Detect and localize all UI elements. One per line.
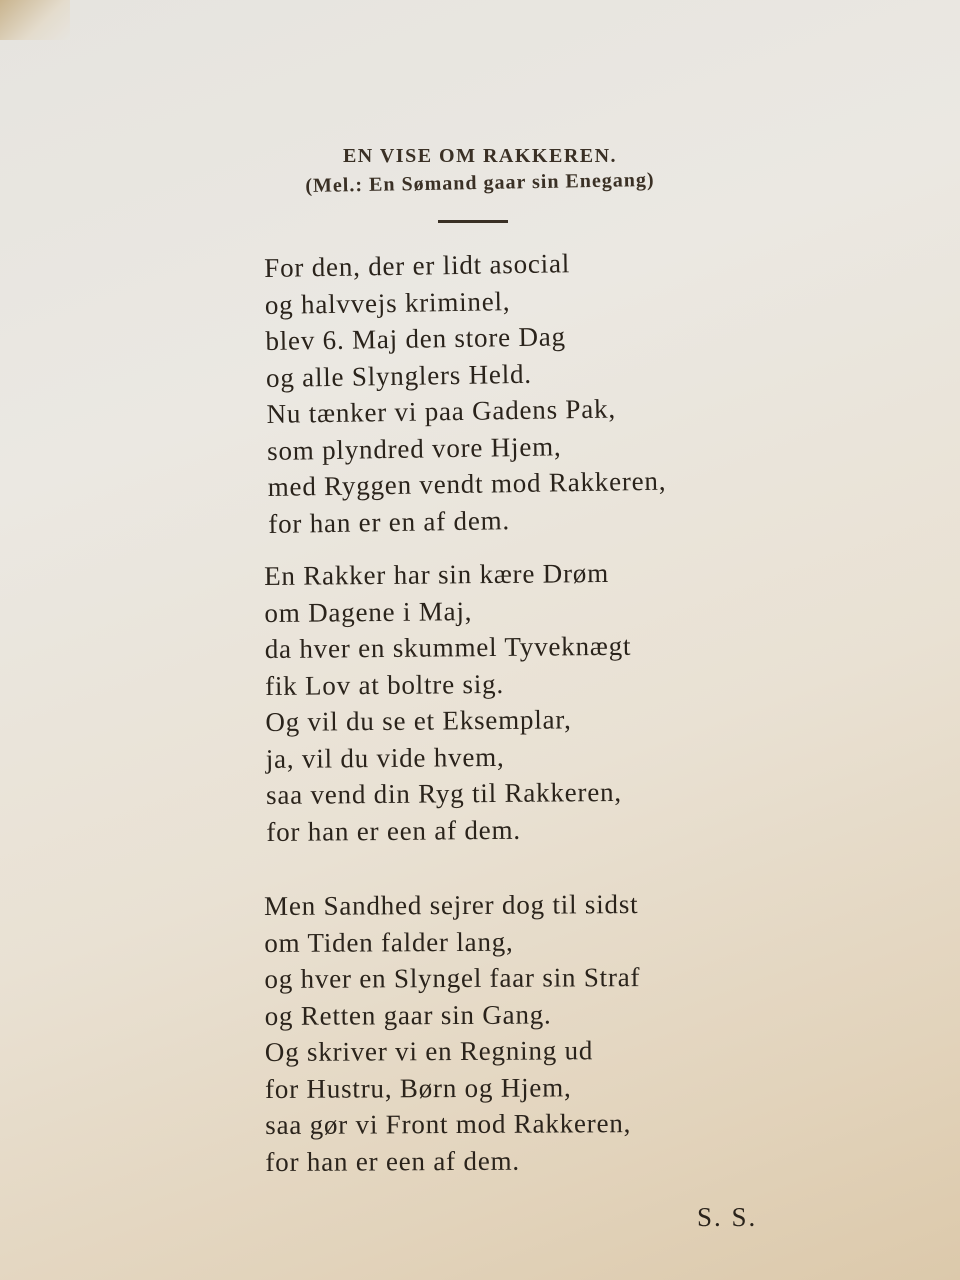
verse-line: om Dagene i Maj,: [264, 595, 473, 628]
page-corner: [0, 0, 70, 40]
poem-melody: (Mel.: En Sømand gaar sin Enegang): [305, 168, 655, 198]
verse-line: da hver en skummel Tyveknægt: [264, 630, 632, 664]
stanza-1: [264, 244, 667, 542]
verse-line: saa vend din Ryg til Rakkeren,: [265, 776, 623, 810]
verse-line: og Retten gaar sin Gang.: [264, 998, 552, 1031]
verse-line: En Rakker har sin kære Drøm: [264, 557, 610, 591]
verse-line: fik Lov at boltre sig.: [264, 668, 505, 701]
stanza-3: [264, 886, 641, 1180]
verse-line: Og skriver vi en Regning ud: [264, 1035, 594, 1067]
verse-line: For den, der er lidt asocial: [264, 248, 571, 283]
verse-line: Nu tænker vi paa Gadens Pak,: [266, 393, 617, 429]
verse-line: blev 6. Maj den store Dag: [265, 321, 567, 356]
stanza-2: [264, 555, 633, 850]
verse-line: Og vil du se et Eksemplar,: [265, 704, 572, 737]
verse-line: for han er en af dem.: [268, 504, 511, 539]
poem-title: EN VISE OM RAKKEREN.: [342, 145, 618, 167]
verse-line: ja, vil du vide hvem,: [265, 741, 505, 774]
verse-line: Men Sandhed sejrer dog til sidst: [264, 889, 639, 921]
verse-line: for han er een af dem.: [265, 1145, 520, 1177]
divider: [438, 220, 508, 223]
verse-line: om Tiden falder lang,: [264, 926, 514, 958]
verse-line: med Ryggen vendt mod Rakkeren,: [267, 465, 667, 502]
verse-line: for Hustru, Børn og Hjem,: [264, 1071, 572, 1104]
verse-line: og hver en Slyngel faar sin Straf: [264, 962, 641, 994]
signature: S. S.: [697, 1202, 758, 1232]
verse-line: som plyndred vore Hjem,: [266, 430, 562, 466]
verse-line: saa gør vi Front mod Rakkeren,: [265, 1108, 632, 1140]
verse-line: og halvvejs kriminel,: [264, 285, 511, 320]
verse-line: og alle Slynglers Held.: [265, 358, 533, 393]
verse-line: for han er een af dem.: [266, 814, 521, 847]
